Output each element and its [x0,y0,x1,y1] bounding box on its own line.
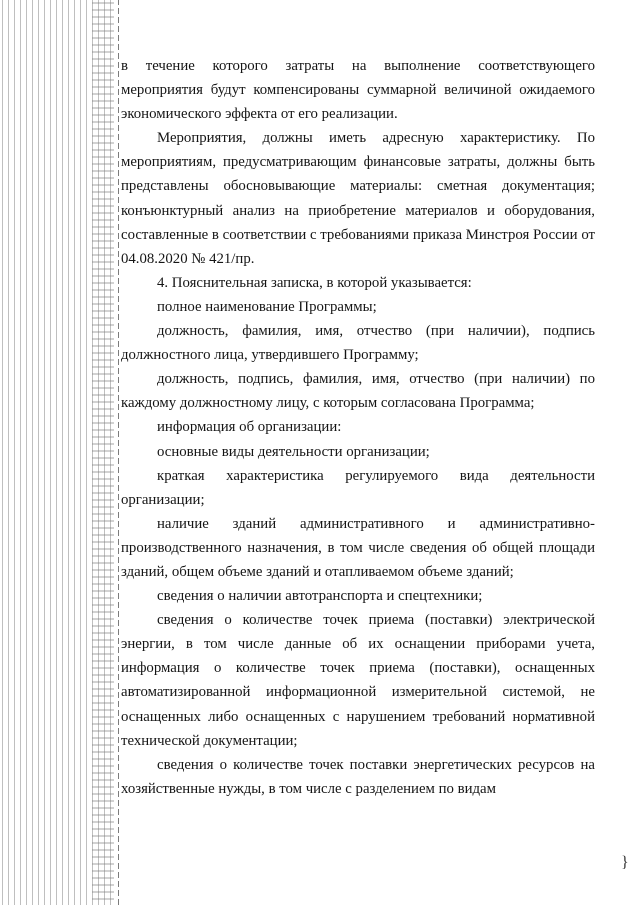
paragraph-section-4-heading: 4. Пояснительная записка, в которой указывается: [157,274,472,291]
scan-edge-mark: } [621,854,629,871]
list-item-organization-info: информация об организации: [157,419,342,436]
list-item-vehicles: сведения о наличии автотранспорта и спецтехники; [157,588,483,605]
paragraph-continuation: в течение которого затраты на выполнение соответствующего мероприятия будут компенсированы суммарной величиной ожидаемого экономического эффекта от его реализации. [121,58,595,123]
list-item-electricity-points: сведения о количестве точек приема (поставки) электрической энергии, в том числе данные об их оснащении приборами учета, информация о количестве точек приема (поставки), оснащенных автоматизированной информационной измерительной системой, не оснащенных либо оснащенных с нарушением требований нормативной технической документации; [121,612,595,749]
list-item-buildings: наличие зданий административного и административно-производственного назначения, в том числе сведения об общей площади зданий, общем объеме зданий и отапливаемом объеме зданий; [121,515,595,580]
document-body [121,54,595,801]
list-item-energy-points: сведения о количестве точек поставки энергетических ресурсов на хозяйственные нужды, в том числе с разделением по видам [121,756,595,797]
list-item-activities: основные виды деятельности организации; [157,443,430,460]
list-item-coordinators: должность, подпись, фамилия, имя, отчество (при наличии) по каждому должностному лицу, с которым согласована Программа; [121,371,595,412]
list-item-program-name: полное наименование Программы; [157,298,377,315]
binding-strip [0,0,116,905]
paragraph-measures: Мероприятия, должны иметь адресную характеристику. По мероприятиям, предусматривающим финансовые затраты, должны быть представлены обосновывающие материалы: сметная документация; конъюнктурный анализ на приобретение материалов и оборудования, составленные в соответствии с требованиями приказа Минстроя России от 04.08.2020 № 421/пр. [121,130,595,267]
list-item-approver: должность, фамилия, имя, отчество (при наличии), подпись должностного лица, утвердившего Программу; [121,323,595,364]
margin-rule [118,0,119,905]
list-item-regulated-activity: краткая характеристика регулируемого вида деятельности организации; [121,467,595,508]
